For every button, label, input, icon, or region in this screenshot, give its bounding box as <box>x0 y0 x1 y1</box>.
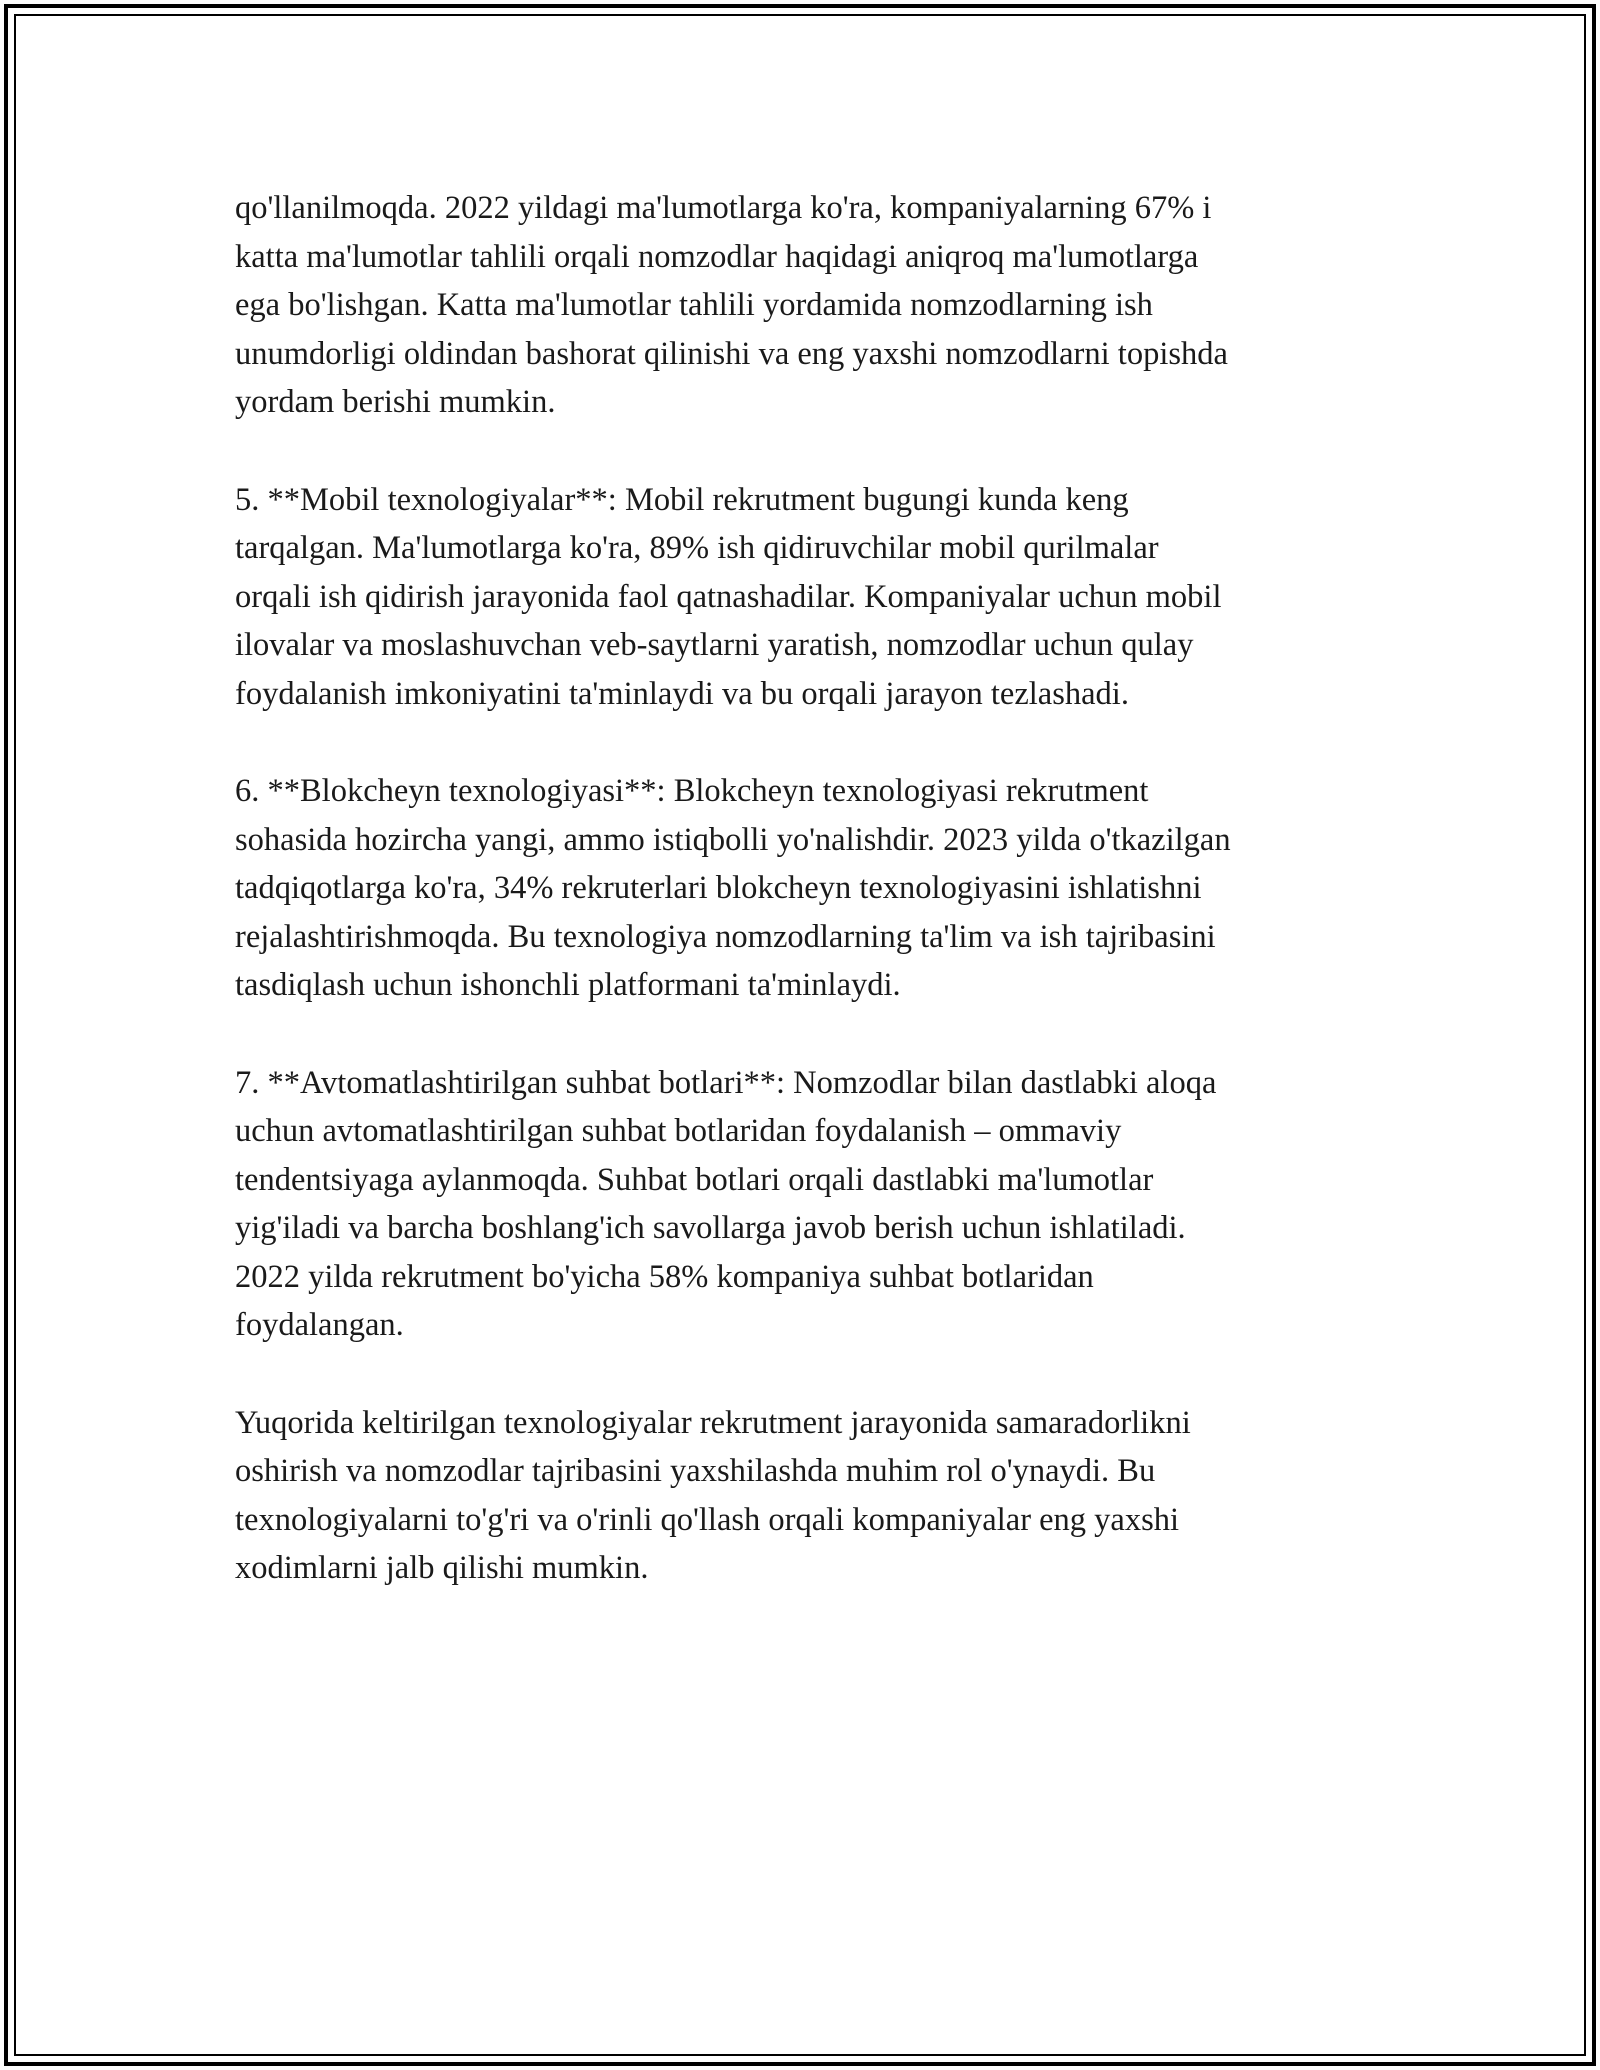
paragraph-conclusion: Yuqorida keltirilgan texnologiyalar rekrutment jarayonida samaradorlikni oshirish va nomzodlar tajribasini yaxshilashda muhim rol o'ynaydi. Bu texnologiyalarni to'g'ri va o'rinli qo'llash orqali kompaniyalar eng yaxshi xodimlarni jalb qilishi mumkin. <box>235 1404 1191 1586</box>
paragraph-big-data-analytics: qo'llanilmoqda. 2022 yildagi ma'lumotlarga ko'ra, kompaniyalarning 67% i katta ma'lumotlar tahlili orqali nomzodlar haqidagi aniqroq ma'lumotlarga ega bo'lishgan. Katta ma'lumotlar tahlili yordamida nomzodlarning ish unumdorligi oldindan bashorat qilinishi va eng yaxshi nomzodlarni topishda yordam berishi mumkin. <box>235 190 1228 420</box>
paragraph-mobile-technologies: 5. **Mobil texnologiyalar**: Mobil rekrutment bugungi kunda keng tarqalgan. Ma'lumotlarga ko'ra, 89% ish qidiruvchilar mobil qurilmalar orqali ish qidirish jarayonida faol qatnashadilar. Kompaniyalar uchun mobil ilovalar va moslashuvchan veb-saytlarni yaratish, nomzodlar uchun qulay foydalanish imkoniyatini ta'minlaydi va bu orqali jarayon tezlashadi. <box>235 481 1222 712</box>
paragraph-blockchain-technology: 6. **Blokcheyn texnologiyasi**: Blokcheyn texnologiyasi rekrutment sohasida hozircha yangi, ammo istiqbolli yo'nalishdir. 2023 yilda o'tkazilgan tadqiqotlarga ko'ra, 34% rekruterlari blokcheyn texnologiyasini ishlatishni rejalashtirishmoqda. Bu texnologiya nomzodlarning ta'lim va ish tajribasini tasdiqlash uchun ishonchli platformani ta'minlaydi. <box>235 773 1231 1003</box>
paragraph-chatbots: 7. **Avtomatlashtirilgan suhbat botlari**: Nomzodlar bilan dastlabki aloqa uchun avtomatlashtirilgan suhbat botlaridan foydalanish – ommaviy tendentsiyaga aylanmoqda. Suhbat botlari orqali dastlabki ma'lumotlar yig'iladi va barcha boshlang'ich savollarga javob berish uchun ishlatiladi. 2022 yilda rekrutment bo'yicha 58% kompaniya suhbat botlaridan foydalangan. <box>235 1064 1217 1343</box>
document-body <box>235 184 1375 1642</box>
